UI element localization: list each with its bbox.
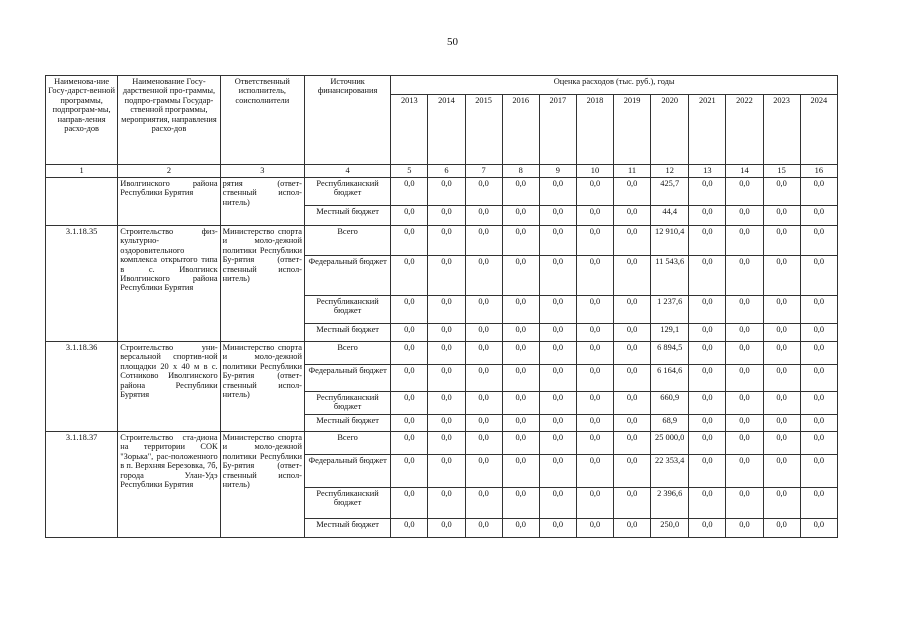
value-cell: 44,4: [651, 206, 689, 226]
value-cell: 0,0: [391, 256, 428, 296]
funding-source: Федеральный бюджет: [304, 365, 390, 392]
value-cell: 660,9: [651, 392, 689, 415]
header-year: 2020: [651, 95, 689, 165]
value-cell: 0,0: [391, 178, 428, 206]
value-cell: 22 353,4: [651, 455, 689, 488]
value-cell: 0,0: [576, 206, 613, 226]
value-cell: 0,0: [465, 256, 502, 296]
table-header: [46, 76, 838, 178]
value-cell: 0,0: [502, 178, 539, 206]
value-cell: 0,0: [502, 392, 539, 415]
header-year: 2022: [726, 95, 763, 165]
value-cell: 0,0: [502, 296, 539, 324]
measure-code: 3.1.18.37: [46, 432, 118, 538]
value-cell: 0,0: [726, 226, 763, 256]
header-year: 2017: [539, 95, 576, 165]
value-cell: 0,0: [391, 519, 428, 538]
value-cell: 0,0: [726, 365, 763, 392]
value-cell: 0,0: [763, 519, 800, 538]
funding-source: Федеральный бюджет: [304, 256, 390, 296]
value-cell: 0,0: [614, 206, 651, 226]
value-cell: 0,0: [689, 519, 726, 538]
value-cell: 0,0: [726, 206, 763, 226]
value-cell: 0,0: [502, 432, 539, 455]
measure-name: Строительство уни-версальной спортив-ной площадки 20 х 40 м в с. Сотниково Иволгинского района Республики Бурятия: [118, 342, 220, 432]
value-cell: 25 000,0: [651, 432, 689, 455]
value-cell: 0,0: [800, 519, 837, 538]
value-cell: 0,0: [614, 392, 651, 415]
column-index: 5: [391, 165, 428, 178]
value-cell: 0,0: [391, 365, 428, 392]
header-year: 2023: [763, 95, 800, 165]
value-cell: 0,0: [391, 296, 428, 324]
value-cell: 0,0: [428, 415, 465, 432]
value-cell: 0,0: [502, 256, 539, 296]
value-cell: 0,0: [614, 324, 651, 342]
value-cell: 0,0: [689, 342, 726, 365]
value-cell: 0,0: [391, 226, 428, 256]
value-cell: 0,0: [502, 324, 539, 342]
value-cell: 0,0: [614, 296, 651, 324]
value-cell: 0,0: [539, 324, 576, 342]
value-cell: 0,0: [726, 324, 763, 342]
table-body: [46, 178, 838, 538]
value-cell: 0,0: [576, 178, 613, 206]
value-cell: 0,0: [763, 455, 800, 488]
value-cell: 0,0: [763, 415, 800, 432]
header-year: 2019: [614, 95, 651, 165]
funding-source: Местный бюджет: [304, 415, 390, 432]
value-cell: 0,0: [576, 432, 613, 455]
value-cell: 0,0: [465, 488, 502, 519]
value-cell: 0,0: [726, 392, 763, 415]
value-cell: 0,0: [576, 519, 613, 538]
value-cell: 0,0: [465, 455, 502, 488]
value-cell: 0,0: [689, 392, 726, 415]
column-index: 1: [46, 165, 118, 178]
value-cell: 0,0: [689, 324, 726, 342]
value-cell: 0,0: [539, 342, 576, 365]
value-cell: 0,0: [391, 455, 428, 488]
value-cell: 0,0: [576, 455, 613, 488]
header-program-name: Наименова-ние Госу-дарст-венной программы, подпрограм-мы, направ-ления расхо-дов: [46, 76, 118, 165]
value-cell: 0,0: [465, 519, 502, 538]
value-cell: 0,0: [614, 226, 651, 256]
column-index: 10: [576, 165, 613, 178]
header-measure-name: Наименование Госу-дарственной про-граммы, подпро-граммы Государ-ственной программы, мероприятия, направления расхо-дов: [118, 76, 220, 165]
column-index: 4: [304, 165, 390, 178]
value-cell: 0,0: [689, 488, 726, 519]
column-index: 3: [220, 165, 304, 178]
funding-source: Местный бюджет: [304, 206, 390, 226]
value-cell: 0,0: [726, 342, 763, 365]
value-cell: 0,0: [689, 365, 726, 392]
value-cell: 0,0: [539, 206, 576, 226]
value-cell: 425,7: [651, 178, 689, 206]
measure-code: [46, 178, 118, 226]
value-cell: 6 894,5: [651, 342, 689, 365]
value-cell: 0,0: [465, 324, 502, 342]
column-index: 16: [800, 165, 837, 178]
value-cell: 0,0: [689, 432, 726, 455]
value-cell: 0,0: [576, 365, 613, 392]
value-cell: 0,0: [465, 415, 502, 432]
value-cell: 0,0: [428, 256, 465, 296]
value-cell: 0,0: [391, 342, 428, 365]
value-cell: 0,0: [576, 342, 613, 365]
header-year: 2014: [428, 95, 465, 165]
value-cell: 0,0: [614, 488, 651, 519]
value-cell: 0,0: [428, 519, 465, 538]
value-cell: 0,0: [465, 296, 502, 324]
funding-source: Республиканский бюджет: [304, 296, 390, 324]
page-number: 50: [447, 36, 458, 48]
table-row: [46, 432, 838, 455]
responsible-executor: рятия (ответ-ственный испол-нитель): [220, 178, 304, 226]
value-cell: 0,0: [726, 415, 763, 432]
value-cell: 0,0: [763, 342, 800, 365]
value-cell: 0,0: [763, 365, 800, 392]
value-cell: 0,0: [428, 324, 465, 342]
value-cell: 0,0: [465, 206, 502, 226]
value-cell: 0,0: [689, 178, 726, 206]
value-cell: 0,0: [576, 415, 613, 432]
table-row: [46, 342, 838, 365]
value-cell: 0,0: [763, 226, 800, 256]
value-cell: 0,0: [614, 415, 651, 432]
header-year: 2013: [391, 95, 428, 165]
value-cell: 0,0: [763, 392, 800, 415]
value-cell: 0,0: [428, 178, 465, 206]
value-cell: 0,0: [689, 226, 726, 256]
column-index: 8: [502, 165, 539, 178]
responsible-executor: Министерство спорта и моло-дежной политики Республики Бу-рятия (ответ-ственный испол-нитель): [220, 342, 304, 432]
value-cell: 0,0: [539, 365, 576, 392]
header-year: 2018: [576, 95, 613, 165]
value-cell: 0,0: [502, 342, 539, 365]
value-cell: 0,0: [800, 226, 837, 256]
value-cell: 0,0: [800, 432, 837, 455]
value-cell: 0,0: [502, 226, 539, 256]
funding-source: Всего: [304, 432, 390, 455]
funding-source: Местный бюджет: [304, 519, 390, 538]
value-cell: 0,0: [614, 178, 651, 206]
measure-code: 3.1.18.35: [46, 226, 118, 342]
value-cell: 0,0: [465, 342, 502, 365]
value-cell: 0,0: [428, 342, 465, 365]
value-cell: 0,0: [428, 432, 465, 455]
responsible-executor: Министерство спорта и моло-дежной политики Республики Бу-рятия (ответ-ственный испол-нитель): [220, 226, 304, 342]
value-cell: 0,0: [428, 365, 465, 392]
value-cell: 0,0: [763, 296, 800, 324]
value-cell: 11 543,6: [651, 256, 689, 296]
table-row: [46, 226, 838, 256]
column-index: 13: [689, 165, 726, 178]
value-cell: 0,0: [726, 178, 763, 206]
value-cell: 0,0: [391, 206, 428, 226]
value-cell: 0,0: [689, 415, 726, 432]
value-cell: 0,0: [428, 226, 465, 256]
value-cell: 0,0: [539, 432, 576, 455]
value-cell: 0,0: [614, 519, 651, 538]
value-cell: 0,0: [539, 519, 576, 538]
value-cell: 0,0: [539, 178, 576, 206]
value-cell: 0,0: [576, 324, 613, 342]
value-cell: 0,0: [800, 256, 837, 296]
column-index: 6: [428, 165, 465, 178]
value-cell: 0,0: [689, 455, 726, 488]
value-cell: 0,0: [539, 415, 576, 432]
value-cell: 0,0: [428, 206, 465, 226]
header-year: 2021: [689, 95, 726, 165]
column-index: 2: [118, 165, 220, 178]
value-cell: 0,0: [689, 256, 726, 296]
value-cell: 0,0: [428, 296, 465, 324]
value-cell: 0,0: [576, 392, 613, 415]
value-cell: 0,0: [763, 256, 800, 296]
value-cell: 68,9: [651, 415, 689, 432]
value-cell: 0,0: [763, 206, 800, 226]
value-cell: 2 396,6: [651, 488, 689, 519]
responsible-executor: Министерство спорта и моло-дежной политики Республики Бу-рятия (ответ-ственный испол-нитель): [220, 432, 304, 538]
value-cell: 0,0: [502, 519, 539, 538]
value-cell: 0,0: [726, 519, 763, 538]
value-cell: 0,0: [614, 342, 651, 365]
value-cell: 129,1: [651, 324, 689, 342]
value-cell: 0,0: [800, 324, 837, 342]
value-cell: 0,0: [763, 432, 800, 455]
header-year: 2016: [502, 95, 539, 165]
value-cell: 0,0: [726, 455, 763, 488]
value-cell: 0,0: [502, 365, 539, 392]
value-cell: 0,0: [576, 488, 613, 519]
value-cell: 0,0: [428, 392, 465, 415]
funding-source: Республиканский бюджет: [304, 178, 390, 206]
value-cell: 0,0: [428, 488, 465, 519]
value-cell: 0,0: [428, 455, 465, 488]
value-cell: 0,0: [576, 296, 613, 324]
value-cell: 0,0: [391, 324, 428, 342]
value-cell: 0,0: [502, 415, 539, 432]
funding-source: Республиканский бюджет: [304, 488, 390, 519]
value-cell: 0,0: [539, 392, 576, 415]
value-cell: 0,0: [576, 256, 613, 296]
value-cell: 0,0: [726, 296, 763, 324]
header-responsible: Ответственный исполнитель, соисполнители: [220, 76, 304, 165]
funding-source: Федеральный бюджет: [304, 455, 390, 488]
value-cell: 0,0: [502, 206, 539, 226]
value-cell: 0,0: [539, 256, 576, 296]
value-cell: 0,0: [800, 206, 837, 226]
value-cell: 0,0: [465, 178, 502, 206]
value-cell: 0,0: [614, 365, 651, 392]
value-cell: 0,0: [800, 365, 837, 392]
value-cell: 250,0: [651, 519, 689, 538]
funding-source: Республиканский бюджет: [304, 392, 390, 415]
column-index: 9: [539, 165, 576, 178]
header-year: 2024: [800, 95, 837, 165]
measure-name: Строительство ста-диона на территории СОК "Зорька", рас-положенного в п. Верхняя Березовка, 7б, города Улан-Удэ Республики Бурятия: [118, 432, 220, 538]
measure-name: Строительство физ-культурно-оздоровительного комплекса открытого типа в с. Иволгинск Иволгинского района Республики Бурятия: [118, 226, 220, 342]
value-cell: 0,0: [465, 392, 502, 415]
column-index: 7: [465, 165, 502, 178]
value-cell: 0,0: [763, 178, 800, 206]
value-cell: 0,0: [539, 226, 576, 256]
value-cell: 0,0: [800, 342, 837, 365]
measure-code: 3.1.18.36: [46, 342, 118, 432]
value-cell: 0,0: [726, 256, 763, 296]
value-cell: 0,0: [502, 488, 539, 519]
value-cell: 0,0: [763, 324, 800, 342]
funding-source: Всего: [304, 342, 390, 365]
value-cell: 0,0: [391, 415, 428, 432]
value-cell: 0,0: [614, 256, 651, 296]
value-cell: 0,0: [502, 455, 539, 488]
value-cell: 0,0: [800, 178, 837, 206]
value-cell: 6 164,6: [651, 365, 689, 392]
header-year: 2015: [465, 95, 502, 165]
measure-name: Иволгинского района Республики Бурятия: [118, 178, 220, 226]
value-cell: 0,0: [391, 432, 428, 455]
funding-source: Всего: [304, 226, 390, 256]
header-funding-source: Источник финансирования: [304, 76, 390, 165]
column-index: 11: [614, 165, 651, 178]
value-cell: 0,0: [391, 488, 428, 519]
value-cell: 0,0: [465, 365, 502, 392]
value-cell: 0,0: [539, 455, 576, 488]
column-index: 12: [651, 165, 689, 178]
value-cell: 0,0: [539, 296, 576, 324]
value-cell: 0,0: [689, 206, 726, 226]
value-cell: 0,0: [689, 296, 726, 324]
value-cell: 0,0: [391, 392, 428, 415]
value-cell: 1 237,6: [651, 296, 689, 324]
value-cell: 0,0: [800, 296, 837, 324]
value-cell: 0,0: [614, 455, 651, 488]
value-cell: 0,0: [800, 392, 837, 415]
header-expenses-group: Оценка расходов (тыс. руб.), годы: [391, 76, 838, 95]
budget-table: [45, 75, 838, 538]
value-cell: 0,0: [614, 432, 651, 455]
value-cell: 0,0: [800, 488, 837, 519]
value-cell: 0,0: [726, 432, 763, 455]
table-row: [46, 178, 838, 206]
value-cell: 0,0: [763, 488, 800, 519]
value-cell: 0,0: [539, 488, 576, 519]
funding-source: Местный бюджет: [304, 324, 390, 342]
value-cell: 0,0: [465, 432, 502, 455]
value-cell: 0,0: [465, 226, 502, 256]
column-index: 15: [763, 165, 800, 178]
value-cell: 0,0: [576, 226, 613, 256]
column-index: 14: [726, 165, 763, 178]
value-cell: 0,0: [726, 488, 763, 519]
value-cell: 0,0: [800, 415, 837, 432]
value-cell: 0,0: [800, 455, 837, 488]
value-cell: 12 910,4: [651, 226, 689, 256]
